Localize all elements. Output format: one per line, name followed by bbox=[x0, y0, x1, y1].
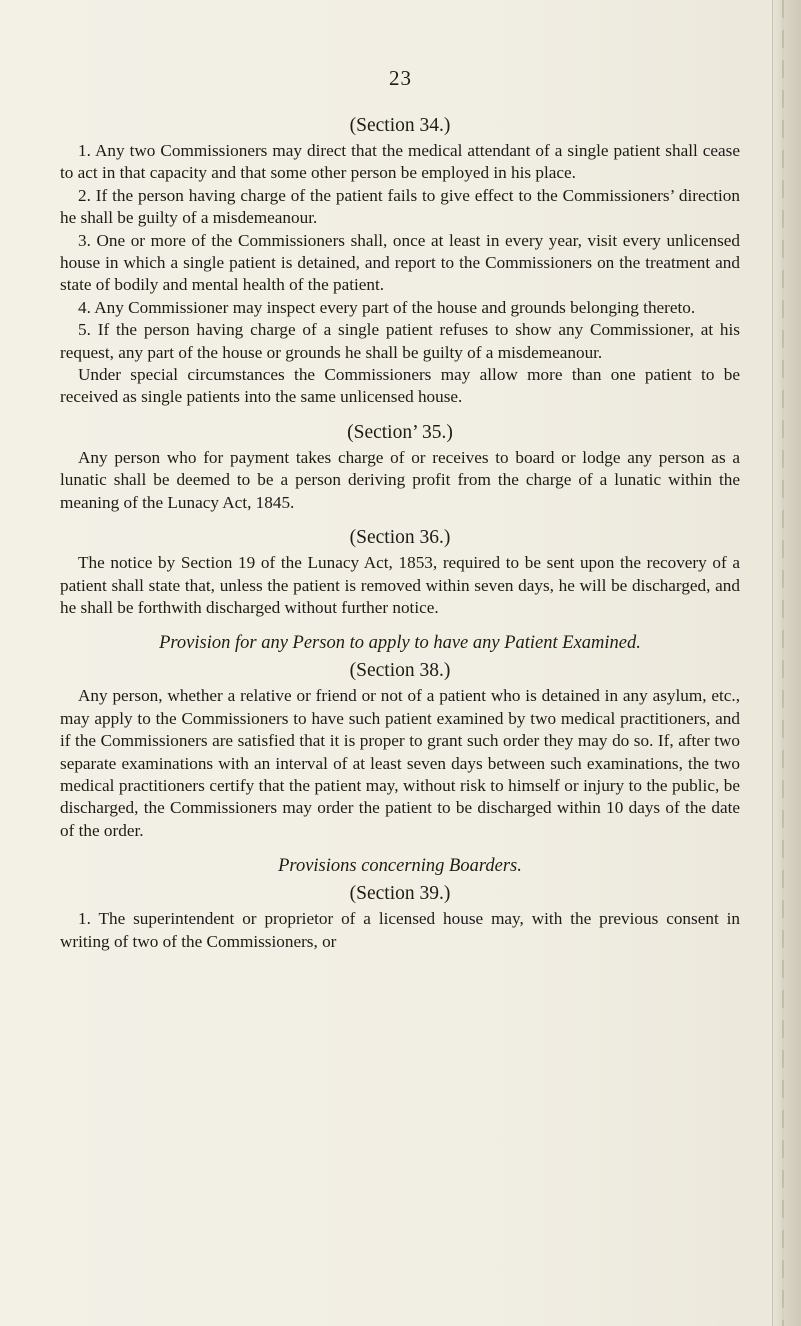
paragraph: 5. If the person having charge of a single patient refuses to show any Commissioner, at his request, any part of the house or grounds he shall be guilty of a misdemeanour. bbox=[60, 320, 740, 362]
section-heading: (Section’ 35.) bbox=[347, 421, 453, 443]
paragraph: 2. If the person having charge of the patient fails to give effect to the Commissioners’ direction he shall be guilty of a misdemeanour. bbox=[60, 185, 740, 228]
section-heading: (Section 39.) bbox=[349, 883, 451, 905]
paragraph: 3. One or more of the Commissioners shall, once at least in every year, visit every unlicensed house in which a single patient is detained, and report to the Commissioners on the treatment and state of bodily and mental health of the patient. bbox=[60, 230, 740, 295]
paragraph: The notice by Section 19 of the Lunacy Act, 1853, required to be sent upon the recovery of a patient shall state that, unless the patient is removed within seven days, he will be discharged, and he shall be forthwith discharged without further notice. bbox=[60, 553, 740, 617]
page-binding-edge bbox=[772, 0, 801, 1326]
section-heading: (Section 36.) bbox=[349, 527, 451, 549]
section-heading: (Section 34.) bbox=[349, 115, 451, 136]
paragraph: 4. Any Commissioner may inspect every part of the house and grounds belonging thereto. bbox=[78, 297, 696, 317]
page-number: 23 bbox=[389, 66, 412, 90]
paragraph: Any person who for payment takes charge of or receives to board or lodge any person as a lunatic shall be deemed to be a person deriving profit from the charge of a lunatic within the meaning of the Lunacy Act, 1845. bbox=[60, 447, 740, 512]
section-heading: (Section 38.) bbox=[349, 660, 451, 682]
paragraph: Any person, whether a relative or friend or not of a patient who is detained in any asylum, etc., may apply to the Commissioners to have such patient examined by two medical practitioners, and if the Commissioners are satisfied that it is proper to grant such order they may do so. If, after two separate examinations with an interval of at least seven days between such examinations, the two medical practitioners certify that the patient may, without risk to himself or injury to the public, be discharged, the Commissioners may order the patient to be discharged within 10 days of the date of the order. bbox=[60, 686, 740, 840]
paragraph: 1. The superintendent or proprietor of a licensed house may, with the previous consent in writing of two of the Commissioners, or bbox=[60, 909, 740, 951]
paragraph: Under special circumstances the Commissioners may allow more than one patient to be received as single patients into the same unlicensed house. bbox=[60, 365, 740, 407]
subject-heading: Provisions concerning Boarders. bbox=[278, 856, 522, 877]
subject-heading: Provision for any Person to apply to have any Patient Examined. bbox=[159, 633, 641, 654]
page-body bbox=[60, 112, 740, 953]
paragraph: 1. Any two Commissioners may direct that the medical attendant of a single patient shall cease to act in that capacity and that some other person be employed in his place. bbox=[60, 141, 740, 183]
